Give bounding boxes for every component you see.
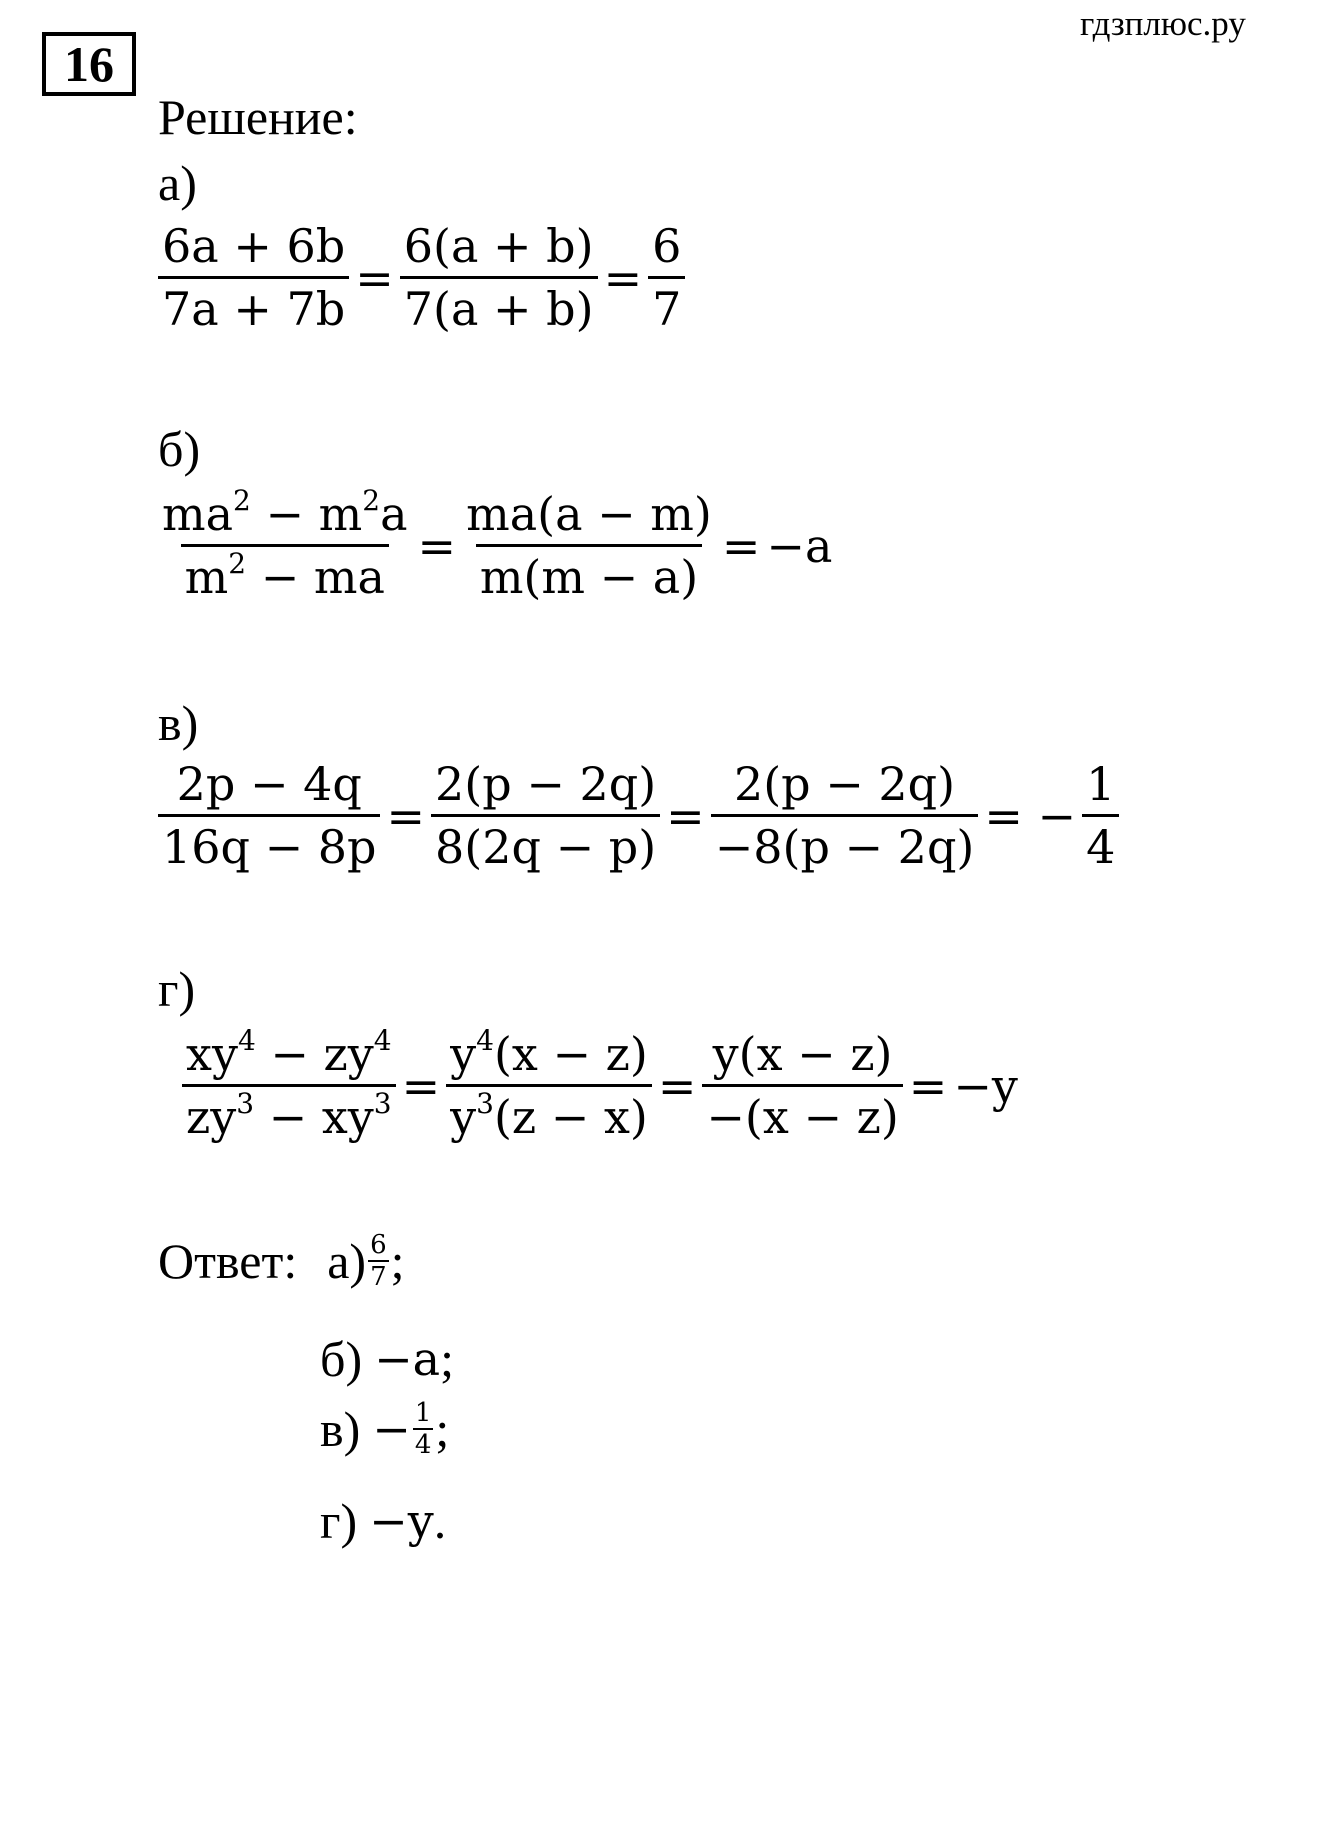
part-g-result: −y	[953, 1058, 1018, 1113]
part-a-f2-denominator: 7(a + b)	[400, 276, 598, 333]
part-a-f3-denominator: 7	[648, 276, 685, 333]
part-g-f3-numerator: y(x − z)	[712, 1027, 893, 1081]
part-g-equation	[182, 1024, 1018, 1145]
part-g-fraction-2	[446, 1024, 652, 1145]
answer-line-a: Ответ: а) $\frac{6}{7}$ ;	[158, 1230, 405, 1292]
equals-sign: =	[401, 1058, 441, 1113]
answer-g-label: г)	[320, 1493, 358, 1549]
part-v-label: в)	[158, 695, 199, 751]
problem-number-box: 16	[42, 32, 136, 96]
part-b-f1-denominator: $m^2$ − ma	[181, 544, 389, 601]
part-b-equation	[158, 484, 833, 605]
equals-sign: =	[657, 1058, 697, 1113]
part-g-f1-numerator: $xy^4 - zy^4$	[186, 1024, 392, 1081]
part-b-result: −a	[766, 518, 833, 573]
part-a-f1-numerator: 6a + 6b	[162, 219, 346, 273]
part-g-fraction-3	[702, 1027, 902, 1145]
answer-line-b: б) −a ;	[320, 1331, 454, 1387]
part-g-f3-denominator: −(x − z)	[702, 1084, 902, 1141]
equals-sign: =	[666, 788, 705, 843]
answer-label: Ответ:	[158, 1233, 298, 1289]
solution-label: Решение:	[158, 89, 358, 145]
equals-sign: =	[721, 518, 761, 573]
part-v-fraction-2	[431, 757, 660, 875]
answer-b-value: −a	[374, 1332, 441, 1386]
answer-a-label: а)	[327, 1233, 367, 1289]
part-b-label: б)	[158, 421, 201, 477]
answer-line-g: г) −y .	[320, 1493, 447, 1549]
part-b-f2-denominator: m(m − a)	[476, 544, 702, 601]
part-a-label: а)	[158, 155, 197, 211]
equals-sign: =	[386, 788, 426, 843]
part-v-fraction-3	[711, 757, 979, 875]
answer-v-fraction: $\frac{1}{4}$	[414, 1398, 432, 1460]
part-v-f1-denominator: 16q − 8p	[158, 814, 380, 871]
part-a-fraction-1	[158, 219, 349, 337]
part-a-f3-numerator: 6	[652, 219, 682, 273]
part-a-fraction-3	[648, 219, 685, 337]
answer-a-fraction: $\frac{6}{7}$	[370, 1230, 387, 1292]
watermark: гдзплюс.ру	[1080, 4, 1246, 43]
answer-v-label: в)	[320, 1401, 361, 1457]
equals-minus-sign: = −	[984, 788, 1077, 843]
part-v-f3-denominator: −8(p − 2q)	[711, 814, 979, 871]
part-v-equation	[158, 757, 1119, 875]
part-v-fraction-1	[158, 757, 380, 875]
part-a-f2-numerator: 6(a + b)	[403, 219, 594, 273]
part-b-fraction-2	[462, 487, 716, 605]
part-g-f1-denominator: $zy^3 - xy^3$	[182, 1084, 396, 1141]
part-g-f2-numerator: $y^4(x - z)$	[450, 1024, 648, 1081]
part-b-f2-numerator: ma(a − m)	[466, 487, 712, 541]
part-b-f1-numerator: $ma^2 - m^2a$	[162, 484, 408, 541]
answer-line-v: в) − $\frac{1}{4}$ ;	[320, 1398, 450, 1460]
equals-sign: =	[908, 1058, 948, 1113]
part-g-label: г)	[158, 961, 196, 1017]
part-g-fraction-1	[182, 1024, 396, 1145]
part-a-equation	[158, 219, 685, 337]
equals-sign: =	[603, 250, 643, 305]
part-v-fraction-4	[1082, 757, 1119, 875]
part-v-f3-numerator: 2(p − 2q)	[733, 757, 956, 811]
part-b-fraction-1	[158, 484, 412, 605]
part-v-f1-numerator: 2p − 4q	[176, 757, 362, 811]
part-a-f1-denominator: 7a + 7b	[158, 276, 349, 333]
answer-g-value: −y	[369, 1494, 434, 1548]
part-v-f4-numerator: 1	[1086, 757, 1116, 811]
part-v-f4-denominator: 4	[1082, 814, 1119, 871]
part-v-f2-numerator: 2(p − 2q)	[435, 757, 657, 811]
part-a-fraction-2	[400, 219, 598, 337]
equals-sign: =	[355, 250, 394, 305]
part-v-f2-denominator: 8(2q − p)	[431, 814, 660, 871]
answer-b-label: б)	[320, 1331, 363, 1387]
equals-sign: =	[417, 518, 457, 573]
part-g-f2-denominator: $y^3(z - x)$	[446, 1084, 652, 1141]
